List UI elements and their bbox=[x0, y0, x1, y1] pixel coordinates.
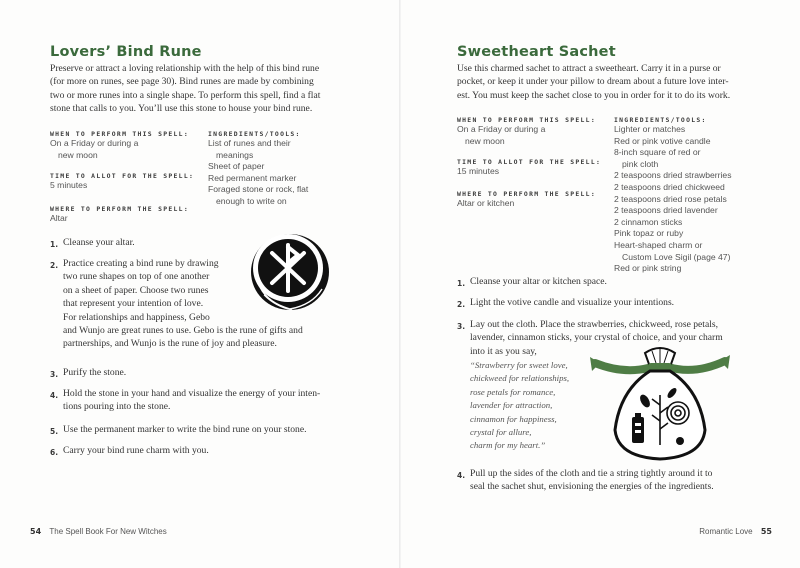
chapter-title: Romantic Love bbox=[699, 527, 753, 536]
time-value: 5 minutes bbox=[50, 180, 88, 190]
when-label: WHEN TO PERFORM THIS SPELL: bbox=[50, 130, 189, 138]
ingredient-item: Custom Love Sigil (page 47) bbox=[622, 251, 731, 262]
ingredient-item: 2 teaspoons dried strawberries bbox=[614, 170, 732, 181]
right-page bbox=[400, 0, 800, 568]
time-label: TIME TO ALLOT FOR THE SPELL: bbox=[50, 172, 195, 180]
ingredient-item: Red permanent marker bbox=[208, 172, 297, 183]
ingredient-item: 8-inch square of red or bbox=[614, 147, 701, 158]
step-text bbox=[470, 296, 674, 309]
incantation bbox=[470, 359, 569, 453]
intro-line: est. You must keep the sachet close to you in order for it to do its work. bbox=[457, 89, 731, 101]
intro-line: stone that calls to you. You’ll use this stone to house your bind rune. bbox=[50, 103, 313, 115]
step-text bbox=[470, 467, 714, 494]
step-number: 6. bbox=[50, 448, 59, 457]
sachet-bag-icon bbox=[590, 345, 730, 465]
ingredient-item: Red or pink votive candle bbox=[614, 135, 711, 146]
step-number: 1. bbox=[457, 279, 466, 288]
incantation-line: charm for my heart.” bbox=[470, 440, 546, 451]
ingredient-item: Pink topaz or ruby bbox=[614, 228, 684, 239]
step-text bbox=[63, 366, 126, 379]
ingredient-item: Red or pink string bbox=[614, 263, 682, 274]
ingredients-list bbox=[208, 138, 308, 208]
step-line: and Wunjo are great runes to use. Gebo is the rune of gifts and bbox=[63, 325, 303, 337]
intro-line: Use this charmed sachet to attract a sweetheart. Carry it in a purse or bbox=[457, 63, 721, 74]
ingredient-item: 2 teaspoons dried lavender bbox=[614, 205, 718, 216]
step-number: 3. bbox=[50, 370, 59, 379]
step-line: For relationships and happiness, Gebo bbox=[63, 311, 210, 323]
ingredient-item: Sheet of paper bbox=[208, 161, 265, 172]
spell-title: Lovers’ Bind Rune bbox=[50, 44, 202, 60]
when-line: new moon bbox=[58, 149, 98, 160]
ingredient-item: 2 teaspoons dried chickweed bbox=[614, 181, 725, 192]
ingredient-item: List of runes and their bbox=[208, 138, 291, 148]
step-line: Lay out the cloth. Place the strawberries, chickweed, rose petals, bbox=[470, 319, 719, 330]
incantation-line: crystal for allure, bbox=[470, 427, 532, 438]
when-line: On a Friday or during a bbox=[457, 124, 546, 134]
when-label: WHEN TO PERFORM THIS SPELL: bbox=[457, 116, 596, 124]
step-text bbox=[63, 444, 209, 457]
page-footer bbox=[699, 527, 772, 536]
ingredient-item: enough to write on bbox=[216, 195, 287, 206]
spell-title: Sweetheart Sachet bbox=[457, 44, 616, 60]
page-number: 54 bbox=[30, 527, 42, 536]
step-number: 5. bbox=[50, 427, 59, 436]
ingredient-item: Foraged stone or rock, flat bbox=[208, 184, 309, 195]
incantation-line: chickweed for relationships, bbox=[470, 373, 570, 384]
incantation-line: rose petals for romance, bbox=[470, 386, 556, 397]
step-line: seal the sachet shut, envisioning the energies of the ingredients. bbox=[470, 481, 714, 493]
spell-intro bbox=[50, 62, 320, 116]
incantation-line: cinnamon for happiness, bbox=[470, 413, 557, 424]
step-line: Light the votive candle and visualize your intentions. bbox=[470, 297, 675, 308]
ingredient-item: meanings bbox=[216, 149, 254, 160]
ingredient-item: 2 cinnamon sticks bbox=[614, 216, 683, 227]
step-line: into it as you say, bbox=[470, 345, 537, 357]
when-value bbox=[50, 138, 138, 161]
step-line: Practice creating a bind rune by drawing bbox=[63, 258, 219, 269]
where-value: Altar or kitchen bbox=[457, 198, 515, 208]
ingredient-item: Lighter or matches bbox=[614, 124, 686, 134]
step-line: tions pouring into the stone. bbox=[63, 401, 171, 413]
step-text bbox=[470, 275, 607, 288]
step-number: 3. bbox=[457, 322, 466, 331]
step-line: Cleanse your altar. bbox=[63, 237, 135, 248]
step-line: that represent your intention of love. bbox=[63, 298, 204, 310]
step-line: Pull up the sides of the cloth and tie a string tightly around it to bbox=[470, 468, 713, 479]
where-label: WHERE TO PERFORM THE SPELL: bbox=[457, 190, 596, 198]
step-text bbox=[63, 387, 320, 414]
ingredient-item: 2 teaspoons dried rose petals bbox=[614, 193, 727, 204]
step-line: Use the permanent marker to write the bind rune on your stone. bbox=[63, 424, 307, 435]
ingredients-label: INGREDIENTS/TOOLS: bbox=[614, 116, 707, 124]
step-line: Carry your bind rune charm with you. bbox=[63, 445, 209, 456]
step-line: lavender, cinnamon sticks, your crystal of choice, and your charm bbox=[470, 332, 723, 344]
where-label: WHERE TO PERFORM THE SPELL: bbox=[50, 205, 189, 213]
step-line: on a sheet of paper. Choose two runes bbox=[63, 284, 209, 296]
page-footer bbox=[30, 527, 167, 536]
step-line: partnerships, and Wunjo is the rune of joy and pleasure. bbox=[63, 338, 277, 350]
ingredient-item: pink cloth bbox=[622, 158, 659, 169]
when-line: On a Friday or during a bbox=[50, 138, 139, 148]
ingredients-list bbox=[614, 124, 732, 275]
step-line: two rune shapes on top of one another bbox=[63, 271, 210, 283]
intro-line: pocket, or keep it under your pillow to dream about a future love inter- bbox=[457, 76, 729, 88]
step-line: Purify the stone. bbox=[63, 367, 127, 378]
time-value: 15 minutes bbox=[457, 166, 500, 176]
step-text bbox=[63, 423, 307, 436]
step-number: 2. bbox=[457, 300, 466, 309]
intro-line: Preserve or attract a loving relationship with the help of this bind rune bbox=[50, 63, 320, 74]
spell-intro bbox=[457, 62, 730, 102]
book-title: The Spell Book For New Witches bbox=[49, 527, 167, 536]
ingredients-label: INGREDIENTS/TOOLS: bbox=[208, 130, 301, 138]
incantation-line: lavender for attraction, bbox=[470, 400, 553, 411]
when-line: new moon bbox=[465, 135, 505, 146]
time-label: TIME TO ALLOT FOR THE SPELL: bbox=[457, 158, 602, 166]
intro-line: two or more runes into a single shape. To perform this spell, find a flat bbox=[50, 89, 321, 101]
when-value bbox=[457, 124, 545, 147]
step-number: 1. bbox=[50, 240, 59, 249]
step-text bbox=[63, 236, 135, 249]
step-number: 4. bbox=[457, 471, 466, 480]
intro-line: (for more on runes, see page 30). Bind runes are made by combining bbox=[50, 76, 314, 88]
where-value: Altar bbox=[50, 213, 68, 223]
ingredient-item: Heart-shaped charm or bbox=[614, 239, 703, 250]
page-number: 55 bbox=[760, 527, 772, 536]
step-number: 4. bbox=[50, 391, 59, 400]
step-line: Cleanse your altar or kitchen space. bbox=[470, 276, 607, 287]
step-number: 2. bbox=[50, 261, 59, 270]
rune-stone-icon bbox=[246, 225, 336, 315]
step-line: Hold the stone in your hand and visualize the energy of your inten- bbox=[63, 388, 321, 399]
incantation-line: “Strawberry for sweet love, bbox=[470, 360, 568, 370]
